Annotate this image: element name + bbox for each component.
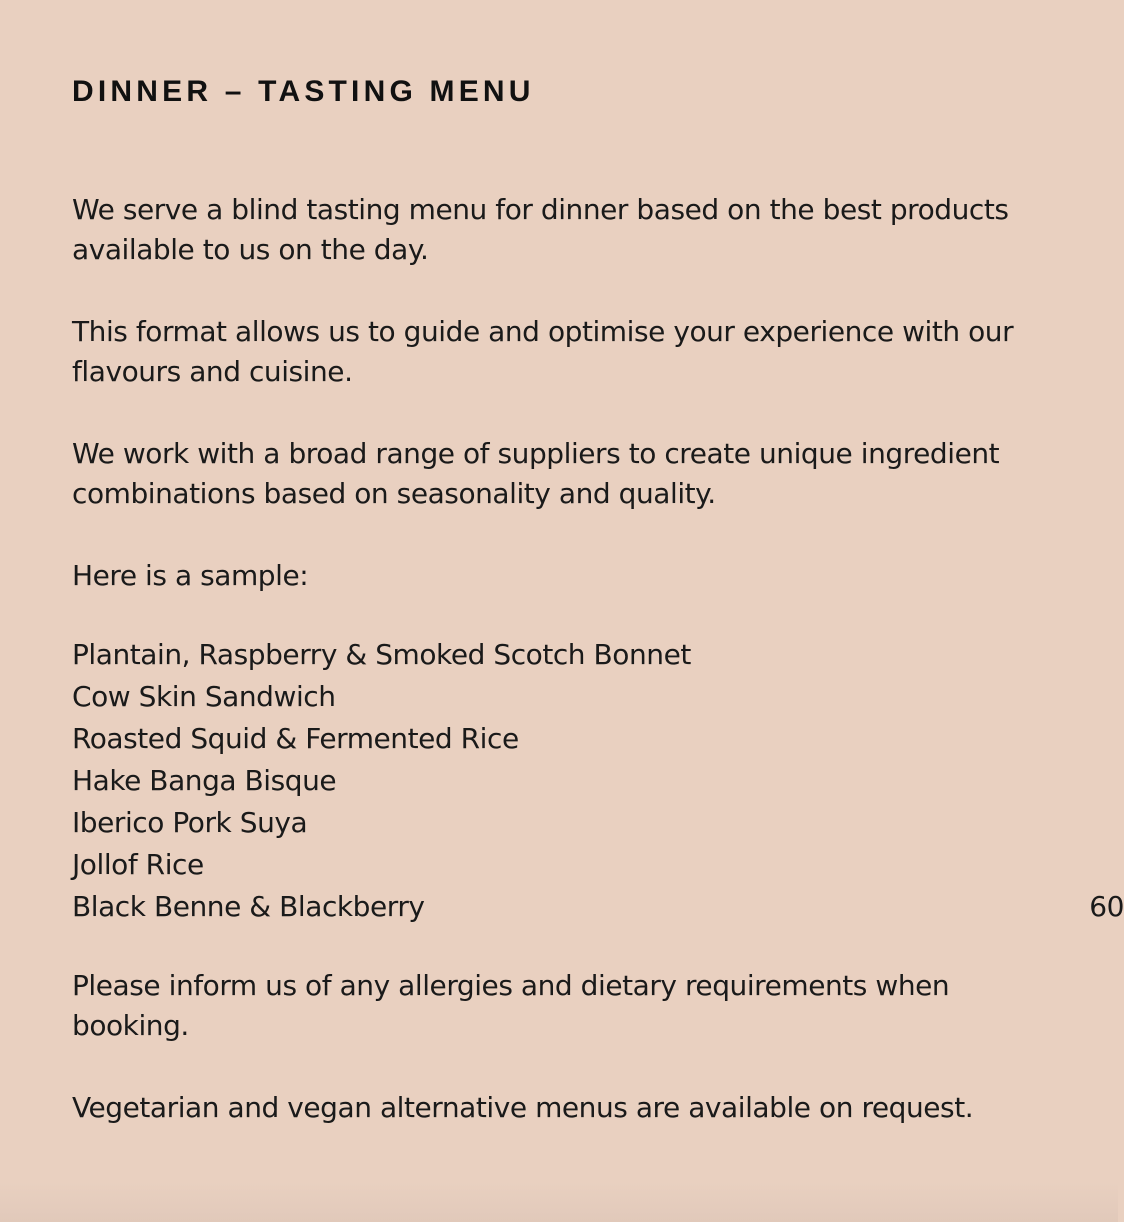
- dish-item: Hake Banga Bisque: [72, 764, 337, 797]
- allergy-note: Please inform us of any allergies and dietary requirements when booking.: [72, 969, 950, 1042]
- dish-item: Jollof Rice: [72, 848, 204, 881]
- intro-paragraph-3: We work with a broad range of suppliers to create unique ingredient combinations based on seasonality and quality.: [72, 437, 1000, 510]
- menu-price: 60: [1089, 890, 1124, 923]
- intro-paragraph-2: This format allows us to guide and optimise your experience with our flavours and cuisine.: [72, 315, 1014, 388]
- bottom-shade: [0, 1182, 1118, 1222]
- dish-item: Plantain, Raspberry & Smoked Scotch Bonnet: [72, 638, 691, 671]
- dish-item: Cow Skin Sandwich: [72, 680, 336, 713]
- menu-title: DINNER – TASTING MENU: [72, 75, 535, 108]
- dish-list: [72, 634, 1062, 928]
- intro-paragraph-1: We serve a blind tasting menu for dinner based on the best products available to us on the day.: [72, 193, 1009, 266]
- dish-item: Roasted Squid & Fermented Rice: [72, 722, 519, 755]
- dish-item: Iberico Pork Suya: [72, 806, 308, 839]
- sample-label: Here is a sample:: [72, 559, 309, 592]
- vegetarian-note: Vegetarian and vegan alternative menus are available on request.: [72, 1091, 974, 1124]
- dish-item: Black Benne & Blackberry: [72, 890, 425, 923]
